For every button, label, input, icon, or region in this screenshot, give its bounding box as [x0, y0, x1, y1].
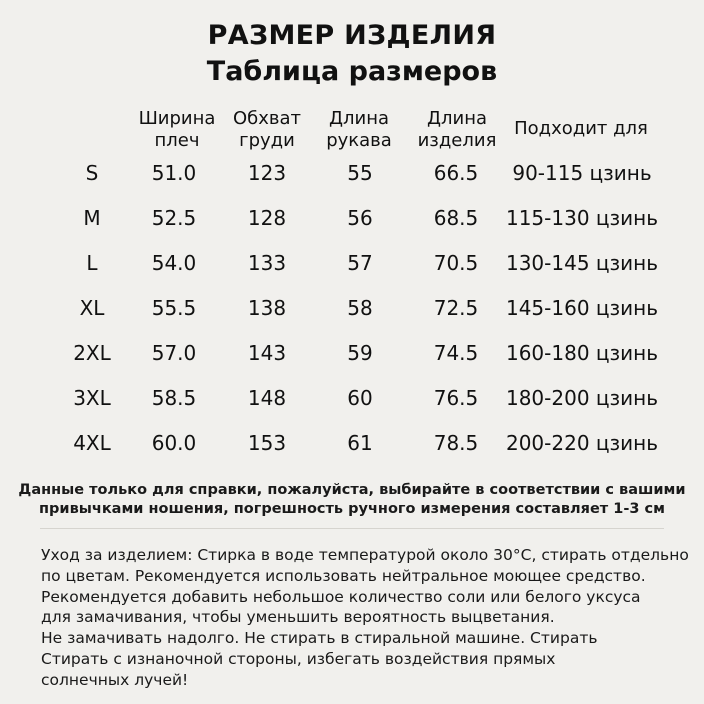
table-row	[0, 153, 704, 193]
weight-range: 180-200 цзинь	[505, 386, 659, 410]
size-label: L	[86, 251, 98, 275]
sleeve-value: 60	[347, 386, 373, 410]
table-row	[0, 243, 704, 283]
shoulder-value: 60.0	[151, 431, 197, 455]
table-row	[0, 198, 704, 238]
size-label: S	[85, 161, 99, 185]
shoulder-value: 57.0	[151, 341, 197, 365]
weight-range: 130-145 цзинь	[505, 251, 659, 275]
size-label: 4XL	[73, 431, 111, 455]
weight-range: 90-115 цзинь	[512, 161, 652, 185]
chest-value: 138	[247, 296, 287, 320]
chest-value: 128	[247, 206, 287, 230]
sleeve-value: 57	[347, 251, 373, 275]
chest-value: 123	[247, 161, 287, 185]
weight-range: 200-220 цзинь	[505, 431, 659, 455]
length-value: 72.5	[433, 296, 479, 320]
shoulder-value: 58.5	[151, 386, 197, 410]
table-row	[0, 333, 704, 373]
chest-value: 143	[247, 341, 287, 365]
header-body-length: Длина изделия	[417, 108, 497, 151]
shoulder-value: 52.5	[151, 206, 197, 230]
length-value: 76.5	[433, 386, 479, 410]
table-row	[0, 288, 704, 328]
sleeve-value: 55	[347, 161, 373, 185]
header-chest: Обхват груди	[232, 108, 302, 151]
length-value: 68.5	[433, 206, 479, 230]
length-value: 74.5	[433, 341, 479, 365]
size-label: 3XL	[73, 386, 111, 410]
shoulder-value: 55.5	[151, 296, 197, 320]
sleeve-value: 61	[347, 431, 373, 455]
length-value: 78.5	[433, 431, 479, 455]
page-title: РАЗМЕР ИЗДЕЛИЯ	[207, 20, 497, 51]
sleeve-value: 56	[347, 206, 373, 230]
chest-value: 133	[247, 251, 287, 275]
table-row	[0, 423, 704, 463]
size-label: XL	[79, 296, 105, 320]
weight-range: 115-130 цзинь	[505, 206, 659, 230]
table-row	[0, 378, 704, 418]
size-label: M	[83, 206, 101, 230]
care-instructions: Уход за изделием: Стирка в воде температурой около 30°C, стирать отдельно по цветам. Рекомендуется использовать нейтральное моющее средство. Рекомендуется добавить небольшое количество соли или белого уксуса для замачивания, чтобы уменьшить вероятность выцветания. Не замачивать надолго. Не стирать в стиральной машине. Стирать Стирать с изнаночной стороны, избегать воздействия прямых солнечных лучей!	[41, 546, 689, 689]
length-value: 70.5	[433, 251, 479, 275]
reference-note: Данные только для справки, пожалуйста, выбирайте в соответствии с вашими привычками ношения, погрешность ручного измерения составляет 1-3 см	[18, 482, 686, 517]
shoulder-value: 51.0	[151, 161, 197, 185]
page-subtitle: Таблица размеров	[206, 56, 498, 87]
sleeve-value: 58	[347, 296, 373, 320]
weight-range: 160-180 цзинь	[505, 341, 659, 365]
chest-value: 153	[247, 431, 287, 455]
size-label: 2XL	[73, 341, 111, 365]
header-sleeve-length: Длина рукава	[326, 108, 392, 151]
header-fits-for: Подходит для	[514, 118, 648, 139]
weight-range: 145-160 цзинь	[505, 296, 659, 320]
shoulder-value: 54.0	[151, 251, 197, 275]
length-value: 66.5	[433, 161, 479, 185]
sleeve-value: 59	[347, 341, 373, 365]
divider	[40, 528, 664, 529]
chest-value: 148	[247, 386, 287, 410]
header-shoulder-width: Ширина плеч	[138, 108, 216, 151]
